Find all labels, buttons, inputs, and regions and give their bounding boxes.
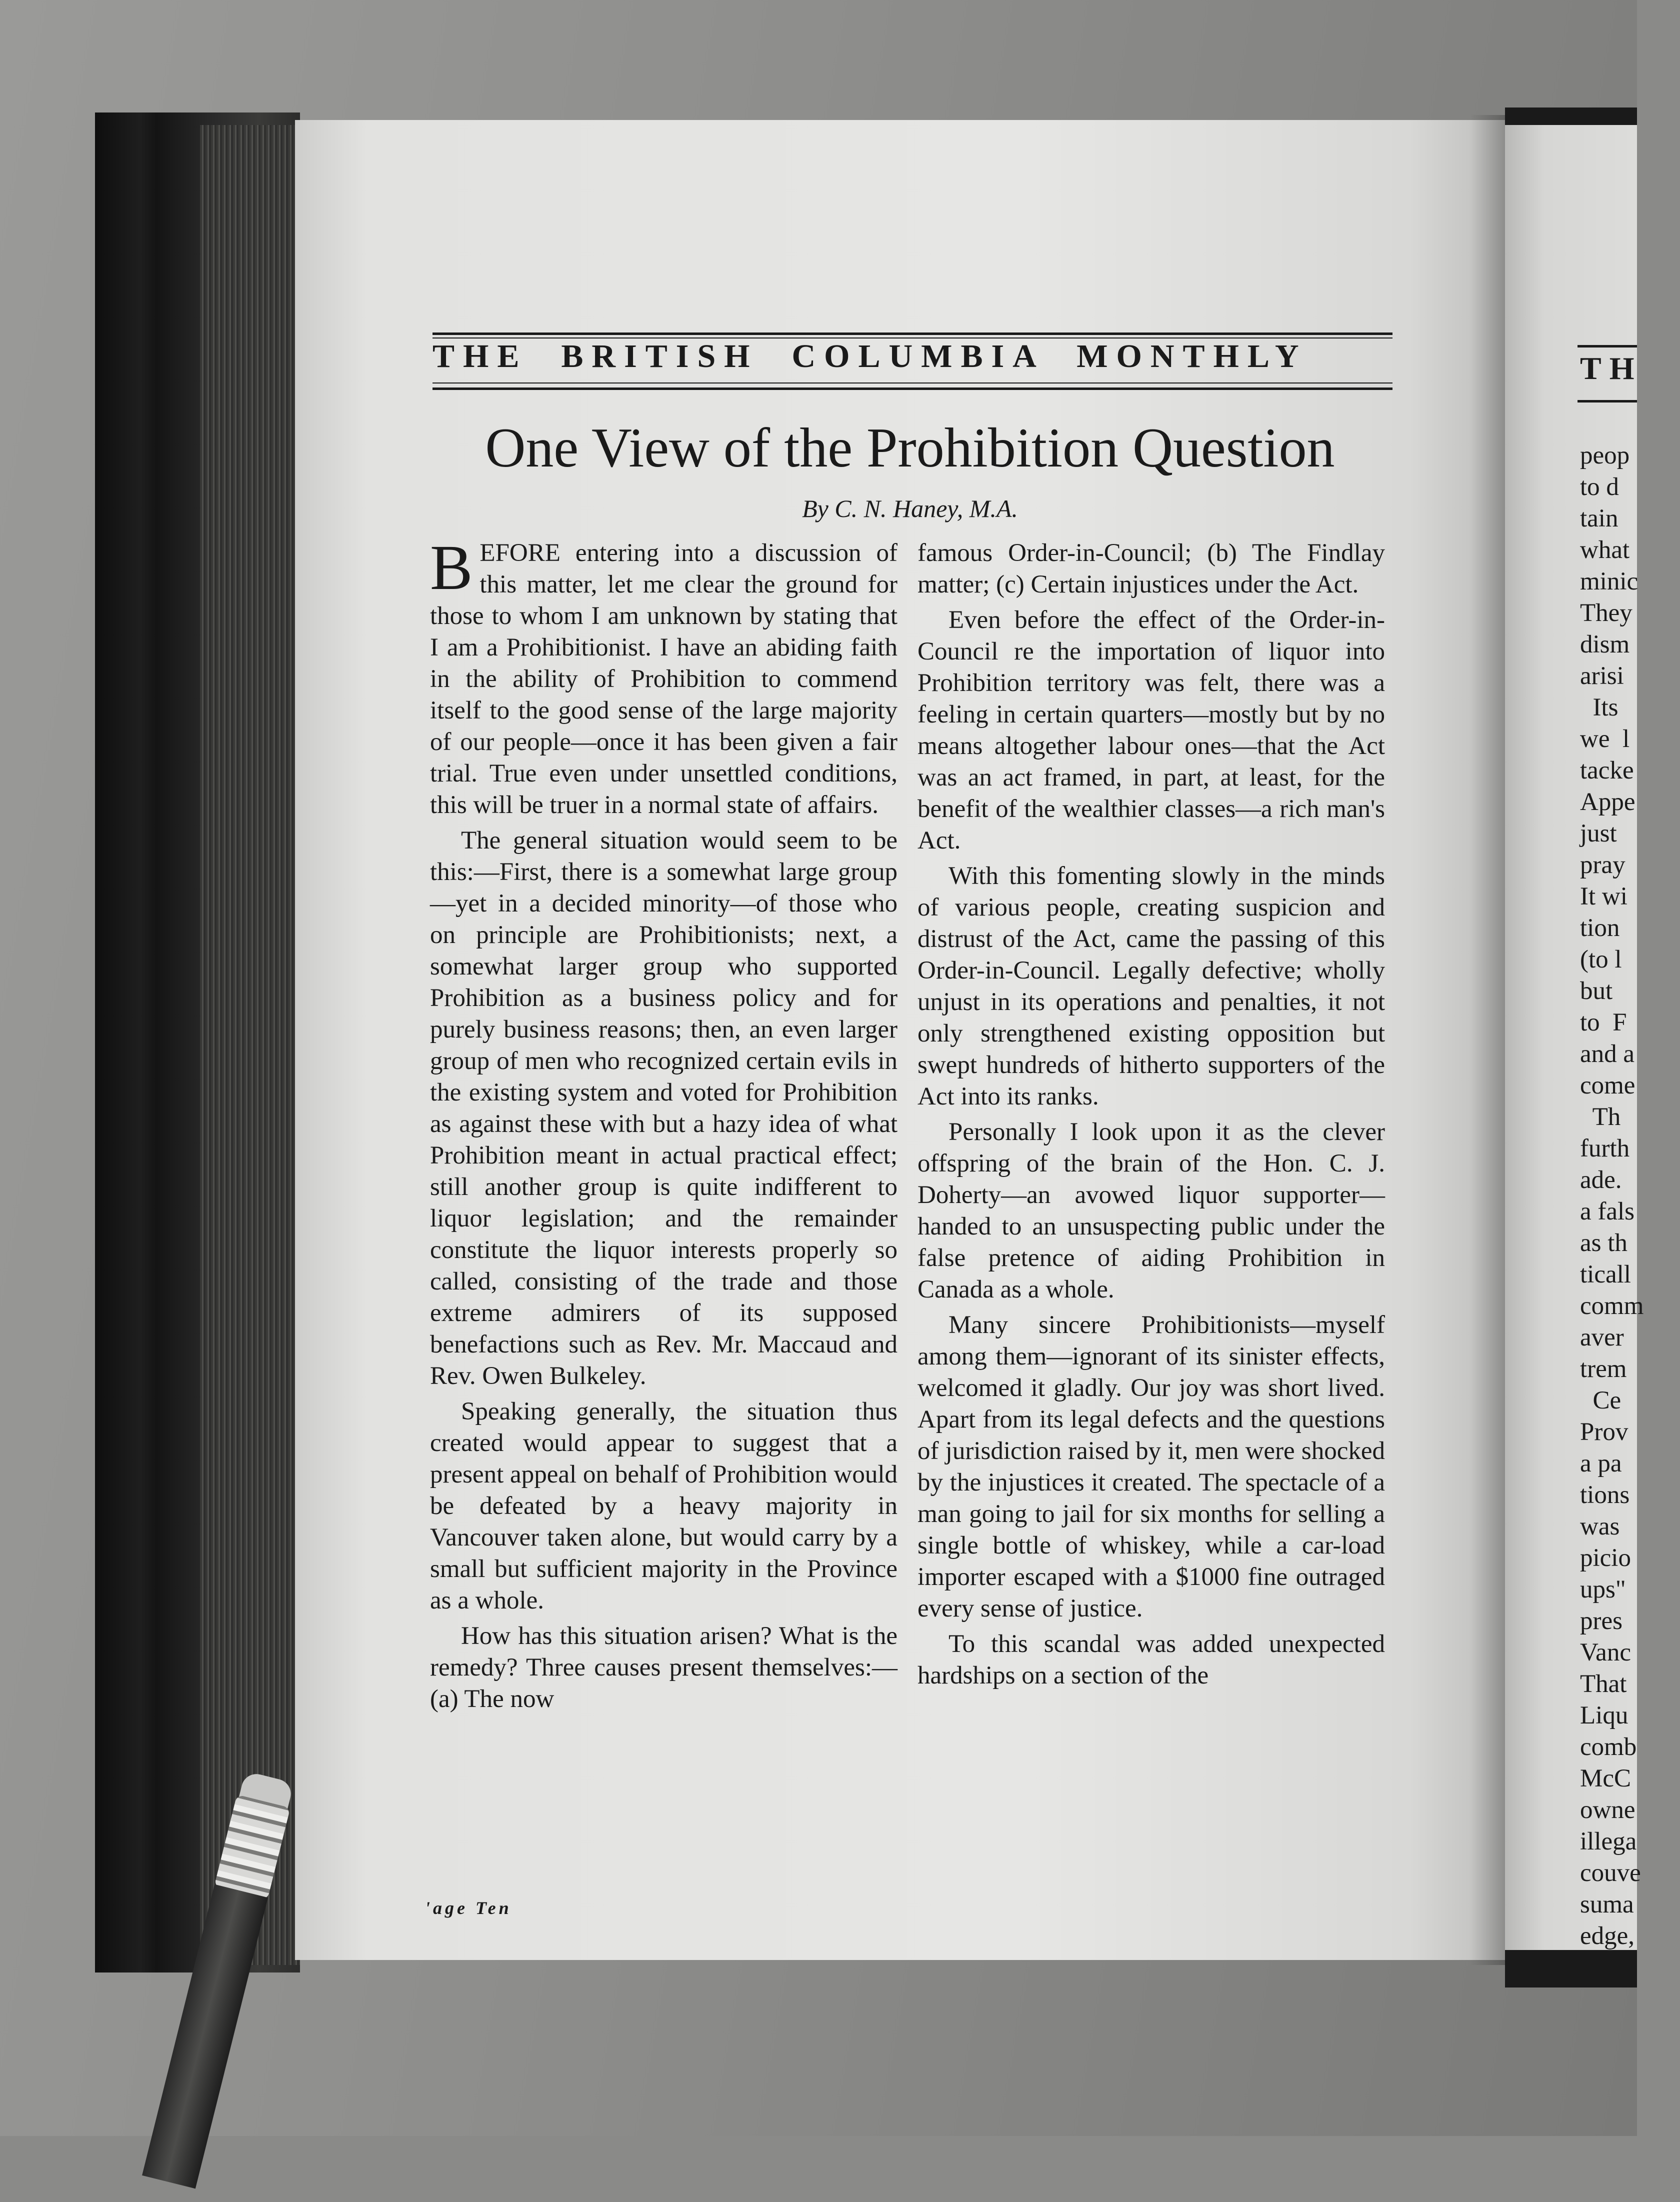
drop-cap: B: [430, 532, 473, 603]
right-column: [918, 538, 1385, 1696]
article-title: One View of the Prohibition Question: [485, 417, 1335, 479]
page-edges: [200, 125, 300, 1965]
paragraph: How has this situation arisen? What is the remedy? Three causes present themselves:—(a) The now: [430, 1622, 898, 1713]
book-gutter: [1470, 115, 1505, 1965]
paragraph: Speaking generally, the situation thus created would appear to suggest that a present appeal on behalf of Prohibition would be defeated by a heavy majority in Vancouver taken alone, but would carry by a small but sufficient majority in the Province as a whole.: [430, 1398, 898, 1614]
facing-header-rule-bottom: [1578, 400, 1637, 402]
article-byline: By C. N. Haney, M.A.: [802, 494, 1018, 522]
facing-running-head: TH: [1580, 350, 1642, 386]
paragraph: With this fomenting slowly in the minds of various people, creating suspicion and distrust of the Act, came the passing of this Order-in-Council. Legally defective; wholly unjust in its operations and penalties, it not only strengthened existing opposition but swept hundreds of hitherto supporters of the Act into its ranks.: [918, 862, 1385, 1110]
paragraph: Personally I look upon it as the clever offspring of the brain of the Hon. C. J. Doherty—an avowed liquor supporter—handed to an unsuspecting public under the false pretence of aiding Prohibition in Canada as a whole.: [918, 1118, 1385, 1304]
page-folio: 'age Ten: [425, 1898, 512, 1918]
paragraph: BEFORE entering into a discussion of this matter, let me clear the ground for those to whom I am unknown by stating that I am a Prohibitionist. I have an abiding faith in the ability of Prohibition to commend itself to the good sense of the large majority of our people—once it has been given a fair trial. True even under unsettled conditions, this will be truer in a normal state of affairs.: [430, 532, 898, 819]
left-column: [430, 532, 898, 1719]
pencil-ferrule: [214, 1794, 290, 1900]
paragraph: famous Order-in-Council; (b) The Findlay matter; (c) Certain injustices under the Act.: [918, 539, 1385, 598]
header-rule-bottom-thin: [432, 382, 1392, 384]
paragraph: Many sincere Prohibitionists—myself among them—ignorant of its sinister effects, welcomed it gladly. Our joy was short lived. Apart from its legal defects and the questions of jurisdiction raised by it, men were shocked by the injustices it created. The spectacle of a man going to jail for six months for selling a single bottle of whiskey, while a car-load importer escaped with a $1000 fine outraged every sense of justice.: [918, 1311, 1385, 1622]
paragraph: The general situation would seem to be this:—First, there is a somewhat large group—yet in a decided minority—of those who on principle are Prohibitionists; next, a somewhat larger group who supported Prohibition as a business policy and for purely business reasons; then, an even larger group of men who recognized certain evils in the existing system and voted for Prohibition as against these with but a hazy idea of what Prohibition meant in actual practical effect; still another group is quite indifferent to liquor legislation; and the remainder constitute the liquor interests properly so called, consisting of the trade and those extreme admirers of its supposed benefactions such as Rev. Mr. Maccaud and Rev. Owen Bulkeley.: [430, 826, 898, 1390]
paragraph: Even before the effect of the Order-in-Council re the importation of liquor into Prohibition territory was felt, there was a feeling in certain quarters—mostly but by no means altogether labour ones—that the Act was an act framed, in part, at least, for the benefit of the wealthier classes—a rich man's Act.: [918, 606, 1385, 854]
running-head: THE BRITISH COLUMBIA MONTHLY: [432, 338, 1308, 374]
facing-page-text: peop to d tain what minic They dism arisi Its we l tacke Appe just pray It wi tion (to l but to F and a come Th furth ade. a fals as th ticall comm aver trem Ce Prov a pa tions was picio ups" pres Vanc That Liqu comb McC owne illega couve suma edge,: [1580, 442, 1644, 1950]
header-rule-bottom: [432, 388, 1392, 390]
paragraph: To this scandal was added unexpected hardships on a section of the: [918, 1630, 1385, 1690]
facing-header-rule-top: [1578, 345, 1637, 348]
header-rule-top: [432, 332, 1392, 335]
